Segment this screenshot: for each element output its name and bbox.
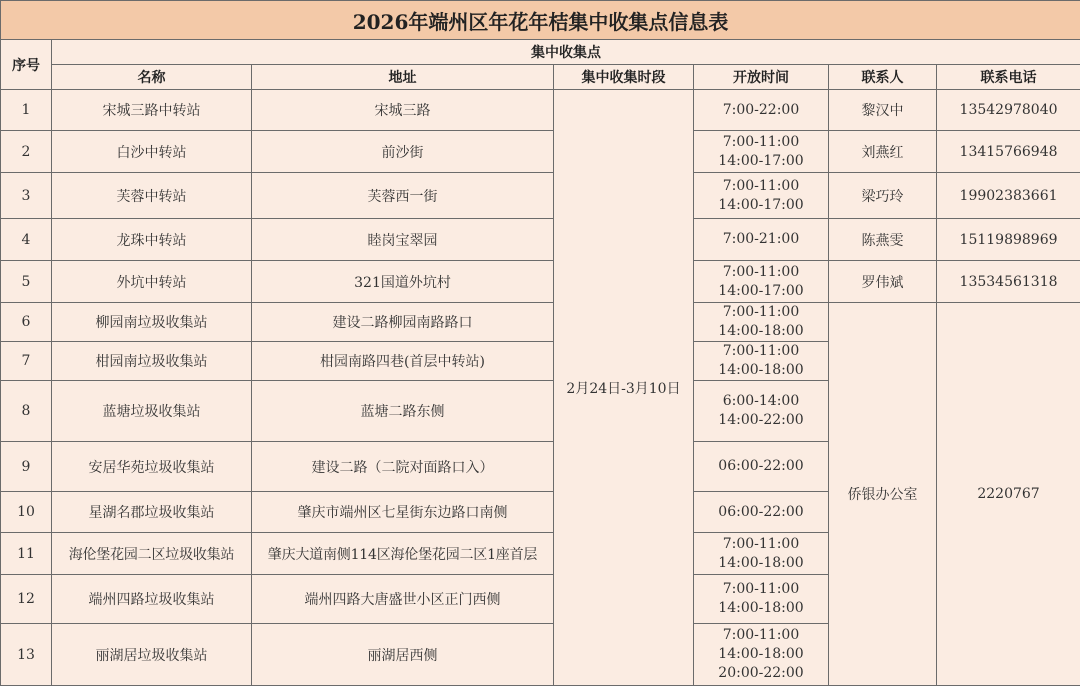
table-row <box>1 303 1080 342</box>
row-index: 10 <box>1 492 52 533</box>
hours-line: 20:00-22:00 <box>694 664 828 683</box>
row-address: 建设二路（二院对面路口入） <box>252 442 554 492</box>
shared-contact: 侨银办公室 <box>829 303 937 686</box>
row-name: 蓝塘垃圾收集站 <box>52 381 252 442</box>
header-index: 序号 <box>1 40 52 90</box>
row-address: 肇庆大道南侧114区海伦堡花园二区1座首层 <box>252 533 554 575</box>
row-hours <box>694 303 829 342</box>
hours-line: 7:00-11:00 <box>694 263 828 282</box>
row-contact: 罗伟斌 <box>829 261 937 303</box>
row-index: 6 <box>1 303 52 342</box>
header-hours: 开放时间 <box>694 65 829 90</box>
hours-line: 14:00-18:00 <box>694 554 828 573</box>
row-name: 芙蓉中转站 <box>52 173 252 219</box>
row-hours <box>694 624 829 686</box>
hours-line: 7:00-11:00 <box>694 535 828 554</box>
hours-line: 7:00-11:00 <box>694 580 828 599</box>
table-title: 2026年端州区年花年桔集中收集点信息表 <box>1 1 1080 40</box>
hours-line: 14:00-17:00 <box>694 282 828 301</box>
hours-line: 14:00-18:00 <box>694 645 828 664</box>
row-name: 白沙中转站 <box>52 131 252 173</box>
row-name: 端州四路垃圾收集站 <box>52 575 252 624</box>
row-address: 芙蓉西一街 <box>252 173 554 219</box>
header-contact: 联系人 <box>829 65 937 90</box>
hours-line: 7:00-22:00 <box>694 101 828 120</box>
row-hours <box>694 219 829 261</box>
hours-line: 7:00-21:00 <box>694 230 828 249</box>
hours-line: 7:00-11:00 <box>694 133 828 152</box>
header-group: 集中收集点 <box>52 40 1080 65</box>
row-index: 9 <box>1 442 52 492</box>
row-hours <box>694 90 829 131</box>
hours-line: 6:00-14:00 <box>694 392 828 411</box>
row-name: 丽湖居垃圾收集站 <box>52 624 252 686</box>
row-index: 8 <box>1 381 52 442</box>
row-index: 2 <box>1 131 52 173</box>
table-row <box>1 131 1080 173</box>
hours-line: 7:00-11:00 <box>694 342 828 361</box>
row-name: 星湖名郡垃圾收集站 <box>52 492 252 533</box>
hours-line: 14:00-18:00 <box>694 361 828 380</box>
row-name: 海伦堡花园二区垃圾收集站 <box>52 533 252 575</box>
row-hours <box>694 173 829 219</box>
period-cell: 2月24日-3月10日 <box>554 90 694 686</box>
row-name: 龙珠中转站 <box>52 219 252 261</box>
row-index: 4 <box>1 219 52 261</box>
header-phone: 联系电话 <box>937 65 1080 90</box>
row-index: 13 <box>1 624 52 686</box>
row-address: 端州四路大唐盛世小区正门西侧 <box>252 575 554 624</box>
row-address: 321国道外坑村 <box>252 261 554 303</box>
row-index: 7 <box>1 342 52 381</box>
table-row <box>1 219 1080 261</box>
header-address: 地址 <box>252 65 554 90</box>
hours-line: 14:00-17:00 <box>694 152 828 171</box>
row-name: 柑园南垃圾收集站 <box>52 342 252 381</box>
row-address: 丽湖居西侧 <box>252 624 554 686</box>
row-phone: 13542978040 <box>937 90 1080 131</box>
row-phone: 15119898969 <box>937 219 1080 261</box>
row-hours <box>694 492 829 533</box>
row-index: 11 <box>1 533 52 575</box>
row-hours <box>694 131 829 173</box>
header-name: 名称 <box>52 65 252 90</box>
row-hours <box>694 575 829 624</box>
hours-line: 7:00-11:00 <box>694 177 828 196</box>
row-hours <box>694 533 829 575</box>
row-phone: 13415766948 <box>937 131 1080 173</box>
row-contact: 陈燕雯 <box>829 219 937 261</box>
row-hours <box>694 442 829 492</box>
hours-line: 14:00-17:00 <box>694 196 828 215</box>
hours-line: 14:00-22:00 <box>694 411 828 430</box>
header-period: 集中收集时段 <box>554 65 694 90</box>
row-phone: 13534561318 <box>937 261 1080 303</box>
hours-line: 14:00-18:00 <box>694 322 828 341</box>
hours-line: 06:00-22:00 <box>694 503 828 522</box>
row-index: 3 <box>1 173 52 219</box>
row-address: 前沙街 <box>252 131 554 173</box>
row-address: 蓝塘二路东侧 <box>252 381 554 442</box>
row-name: 外坑中转站 <box>52 261 252 303</box>
row-hours <box>694 261 829 303</box>
row-name: 柳园南垃圾收集站 <box>52 303 252 342</box>
hours-line: 7:00-11:00 <box>694 303 828 322</box>
hours-line: 06:00-22:00 <box>694 457 828 476</box>
row-index: 5 <box>1 261 52 303</box>
row-name: 宋城三路中转站 <box>52 90 252 131</box>
row-contact: 梁巧玲 <box>829 173 937 219</box>
row-hours <box>694 381 829 442</box>
row-address: 建设二路柳园南路路口 <box>252 303 554 342</box>
row-index: 1 <box>1 90 52 131</box>
table-row <box>1 173 1080 219</box>
hours-line: 14:00-18:00 <box>694 599 828 618</box>
table-row <box>1 261 1080 303</box>
row-address: 柑园南路四巷(首层中转站) <box>252 342 554 381</box>
row-name: 安居华苑垃圾收集站 <box>52 442 252 492</box>
row-hours <box>694 342 829 381</box>
table-row <box>1 90 1080 131</box>
hours-line: 7:00-11:00 <box>694 626 828 645</box>
table-body <box>1 90 1080 686</box>
row-contact: 刘燕红 <box>829 131 937 173</box>
row-contact: 黎汉中 <box>829 90 937 131</box>
shared-phone: 2220767 <box>937 303 1080 686</box>
row-index: 12 <box>1 575 52 624</box>
row-phone: 19902383661 <box>937 173 1080 219</box>
row-address: 肇庆市端州区七星街东边路口南侧 <box>252 492 554 533</box>
row-address: 宋城三路 <box>252 90 554 131</box>
row-address: 睦岗宝翠园 <box>252 219 554 261</box>
